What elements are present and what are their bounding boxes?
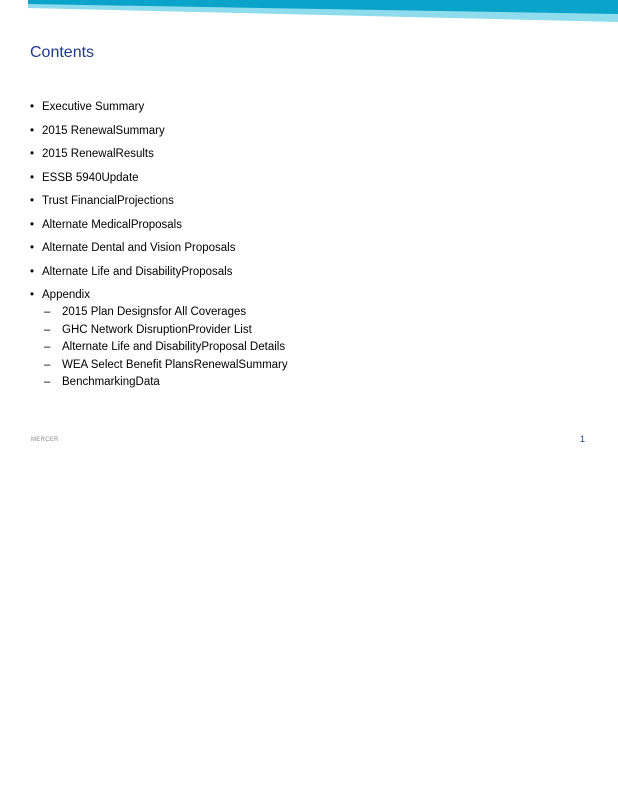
list-item-label: Appendix	[42, 289, 90, 301]
page-title: Contents	[30, 44, 95, 61]
list-item	[30, 100, 590, 114]
list-item-appendix	[30, 288, 590, 389]
list-item	[30, 147, 590, 161]
sublist-item-label: BenchmarkingData	[62, 376, 160, 388]
list-item	[30, 218, 590, 232]
bullet: •	[30, 242, 35, 254]
list-item	[30, 171, 590, 185]
mercer-logo: MERCER	[31, 437, 59, 443]
bullet: •	[30, 148, 35, 160]
list-item-label: Alternate Life and DisabilityProposals	[42, 265, 233, 278]
dash: –	[44, 306, 51, 318]
sublist-item	[42, 323, 590, 337]
bullet: •	[30, 195, 35, 207]
contents-list	[30, 100, 590, 399]
bullet: •	[30, 124, 35, 137]
list-item-label: Trust FinancialProjections	[42, 195, 174, 207]
sublist-item	[42, 305, 590, 319]
list-item-label: 2015 RenewalSummary	[42, 124, 165, 137]
sublist-item	[42, 375, 590, 389]
bullet: •	[30, 171, 35, 184]
sublist-item	[42, 358, 590, 372]
sublist-item-label: 2015 Plan Designsfor All Coverages	[62, 306, 247, 318]
sublist-item	[42, 340, 590, 354]
sublist-item-label: Alternate Life and DisabilityProposal Details	[62, 341, 286, 353]
dash: –	[44, 323, 51, 336]
appendix-sublist	[42, 305, 590, 389]
bullet: •	[30, 265, 35, 278]
list-item-label: 2015 RenewalResults	[42, 148, 154, 160]
bullet: •	[30, 289, 35, 301]
header-banner	[28, 0, 618, 22]
bullet: •	[30, 218, 35, 231]
list-item	[30, 265, 590, 279]
sublist-item-label: GHC Network DisruptionProvider List	[62, 323, 252, 336]
dash: –	[44, 341, 51, 353]
dash: –	[44, 376, 51, 388]
sublist-item-label: WEA Select Benefit PlansRenewalSummary	[62, 358, 288, 371]
list-item-label: Alternate Dental and Vision Proposals	[42, 242, 236, 254]
list-item-label: ESSB 5940Update	[42, 171, 139, 184]
list-item	[30, 124, 590, 138]
bullet: •	[30, 101, 35, 113]
list-item-label: Alternate MedicalProposals	[42, 218, 182, 231]
list-item-label: Executive Summary	[42, 101, 145, 113]
list-item	[30, 241, 590, 255]
dash: –	[44, 358, 51, 371]
page-number: 1	[580, 434, 586, 444]
list-item	[30, 194, 590, 208]
